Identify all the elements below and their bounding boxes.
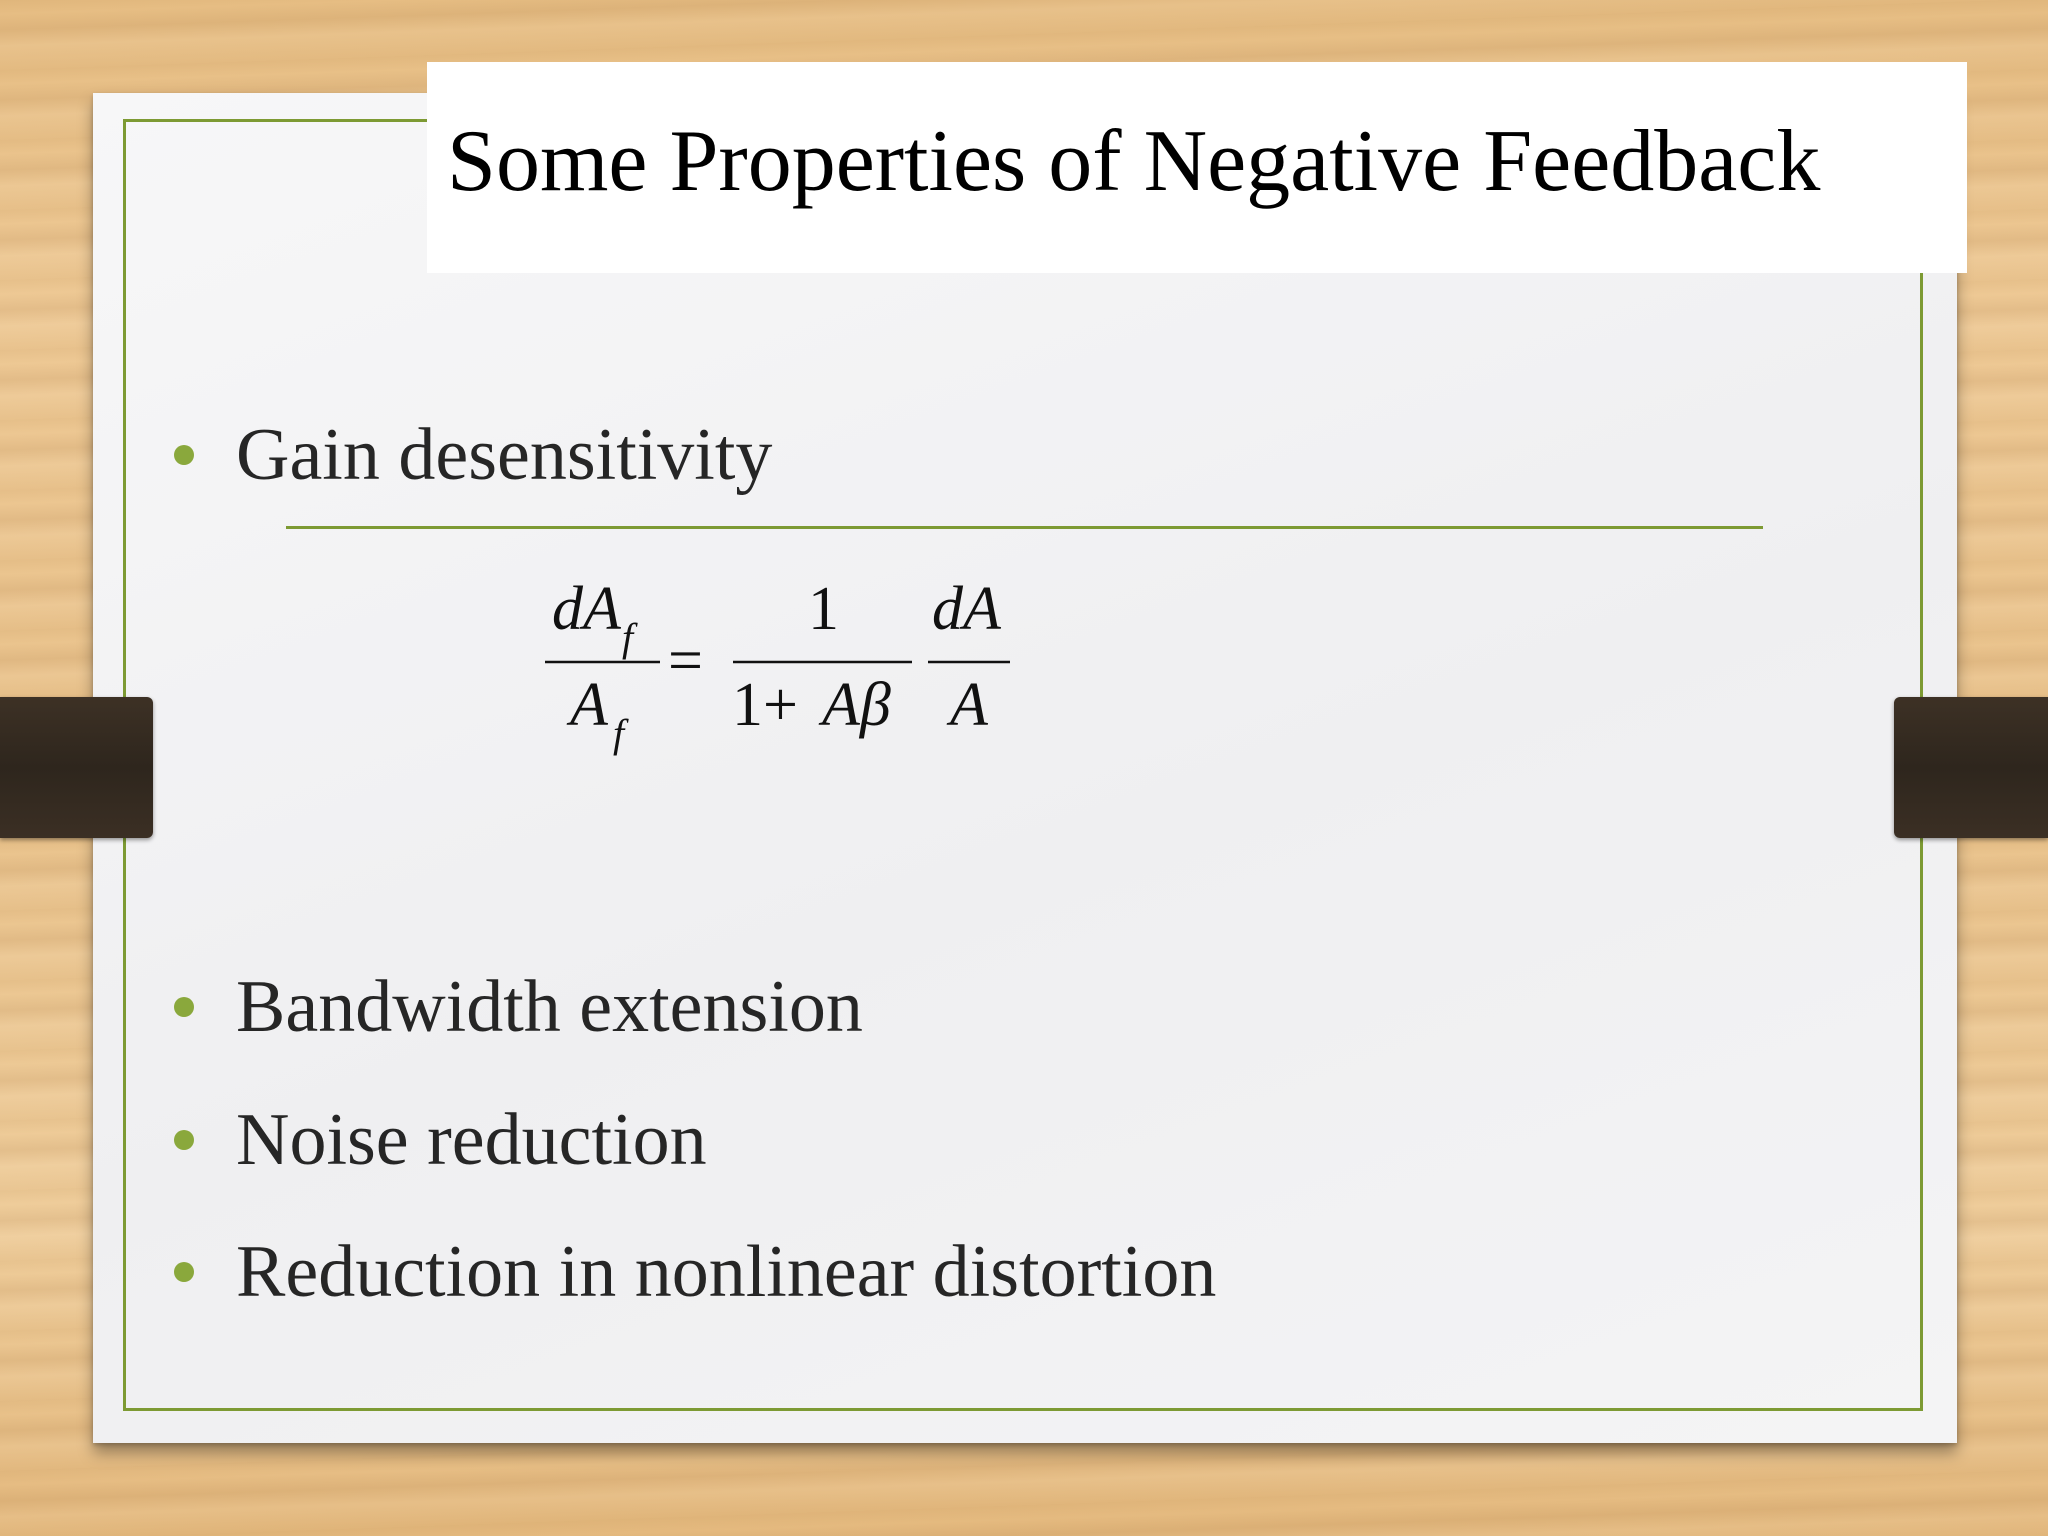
lhs-denominator-subscript: f (613, 711, 625, 756)
bullet-item (174, 414, 773, 496)
lhs-denominator: A (570, 671, 608, 739)
slide-title: Some Properties of Negative Feedback (447, 113, 1821, 210)
slide-inner-border (123, 113, 1923, 1411)
bullet-text: Bandwidth extension (236, 966, 863, 1048)
bullet-text: Gain desensitivity (236, 414, 773, 496)
rhs1-denominator-one: 1+ (732, 671, 798, 739)
bullet-dot (174, 1130, 194, 1150)
bullet-item (174, 1099, 707, 1181)
bullet-dot (174, 997, 194, 1017)
lhs-numerator-subscript: f (622, 615, 634, 660)
rhs2-denominator: A (950, 671, 988, 739)
equation-graphic (540, 575, 1020, 775)
left-strap (0, 697, 153, 838)
equals-sign: = (668, 627, 703, 695)
bullet-item (174, 1231, 1217, 1313)
right-strap (1894, 697, 2048, 838)
bullet-text: Noise reduction (236, 1099, 707, 1181)
gain-desensitivity-equation (540, 575, 1020, 775)
bullet-dot (174, 1262, 194, 1282)
bullet-item (174, 966, 863, 1048)
lhs-numerator: dA (552, 575, 621, 643)
rhs2-numerator: dA (932, 575, 1001, 643)
bullet-text: Reduction in nonlinear distortion (236, 1231, 1217, 1313)
rhs1-numerator: 1 (808, 575, 839, 643)
divider-line (286, 526, 1763, 529)
bullet-dot (174, 445, 194, 465)
rhs1-denominator-abeta: Aβ (822, 671, 891, 739)
